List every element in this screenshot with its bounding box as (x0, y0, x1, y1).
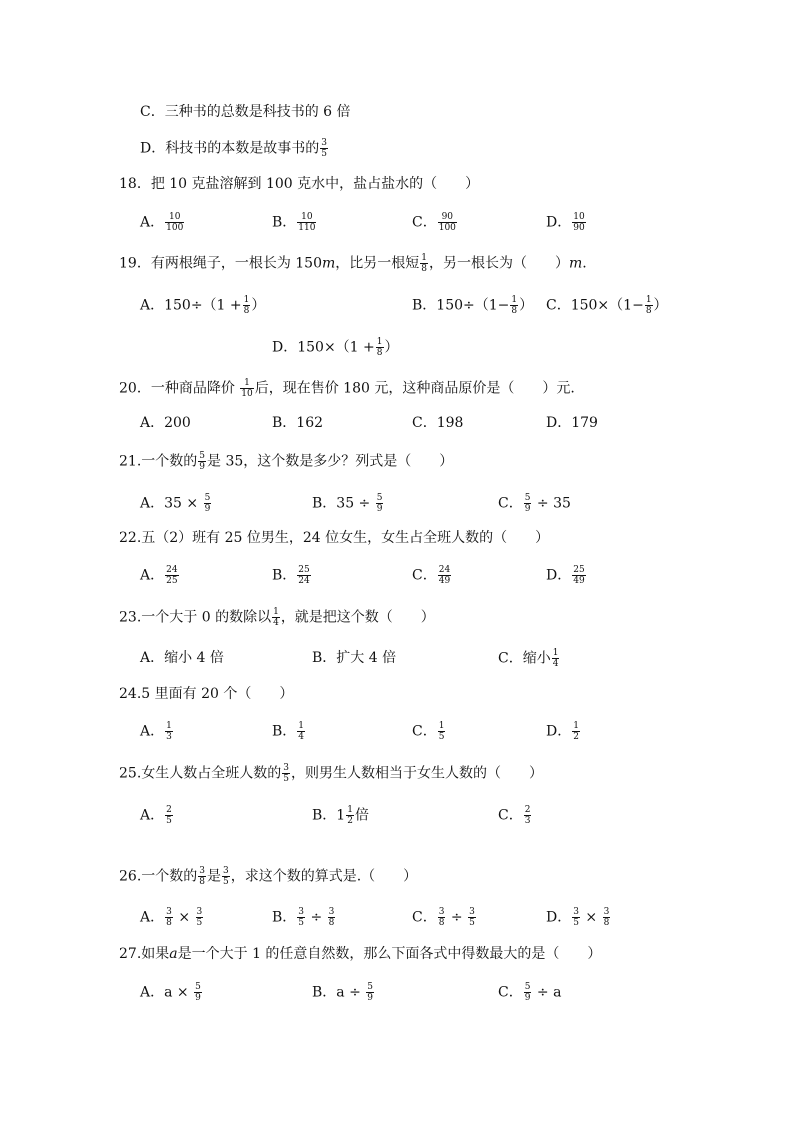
q20-option-d: D．179 (546, 415, 598, 431)
q27-stem: 27.如果a是一个大于 1 的任意自然数，那么下面各式中得数最大的是（ ） (119, 946, 602, 962)
fraction: $\frac{1}{5}$ (438, 721, 445, 742)
fraction: $\frac{5}{9}$ (195, 982, 201, 1003)
fraction: $\frac{1}{8}$ (645, 295, 652, 316)
fraction: $\frac{1}{8}$ (511, 295, 518, 316)
fraction: $\frac{1}{8}$ (376, 337, 383, 358)
fraction: $\frac{10}{110}$ (298, 212, 316, 233)
q18-option-c: C． $\frac{90}{100}$ (412, 212, 456, 233)
fraction: $\frac{3}{8}$ (199, 866, 205, 887)
q22-option-a: A． $\frac{24}{25}$ (140, 565, 178, 586)
q20-stem: 20．一种商品降价 $\frac{1}{10}$ 后，现在售价 180 元，这种商品原价是（ ）元. (119, 378, 575, 399)
q26-option-b: B． $\frac{3}{5}$ ÷ $\frac{3}{8}$ (272, 907, 335, 928)
q25-stem: 25.女生人数占全班人数的 $\frac{3}{5}$ ，则男生人数相当于女生人数的（ ） (119, 763, 543, 784)
q19-option-c: C．150×（1− $\frac{1}{8}$ ） (546, 295, 668, 316)
q20-option-a: A．200 (140, 415, 191, 431)
fraction: $\frac{5}{9}$ (376, 493, 383, 514)
fraction: $\frac{3}{5}$ (321, 138, 327, 159)
fraction: $\frac{3}{5}$ (469, 907, 475, 928)
q19-option-a: A．150÷（1 + $\frac{1}{8}$ ） (140, 295, 266, 316)
fraction: $\frac{1}{4}$ (552, 648, 559, 669)
q18-option-d: D． $\frac{10}{90}$ (546, 212, 585, 233)
fraction: $\frac{5}{9}$ (367, 982, 374, 1003)
fraction: $\frac{3}{8}$ (328, 907, 335, 928)
q25-option-a: A． $\frac{2}{5}$ (140, 805, 172, 826)
q26-stem: 26.一个数的 $\frac{3}{8}$ 是 $\frac{3}{5}$ ，求这个数的算式是.（ ） (119, 866, 418, 887)
q20-option-b: B．162 (272, 415, 324, 431)
fraction: $\frac{1}{4}$ (298, 721, 305, 742)
fraction: $\frac{3}{8}$ (438, 907, 445, 928)
q24-stem: 24.5 里面有 20 个（ ） (119, 686, 294, 702)
q25-option-b: B．1 $\frac{1}{2}$ 倍 (312, 805, 369, 826)
q24-option-d: D． $\frac{1}{2}$ (546, 721, 579, 742)
q23-option-a: A．缩小 4 倍 (140, 650, 224, 666)
q19-stem: 19．有两根绳子，一根长为 150m，比另一根短 $\frac{1}{8}$ ，另一根长为（ ）m. (119, 253, 587, 274)
q23-stem: 23.一个大于 0 的数除以 $\frac{1}{4}$ ，就是把这个数（ ） (119, 607, 435, 628)
fraction: $\frac{10}{90}$ (573, 212, 585, 233)
fraction: $\frac{2}{5}$ (166, 805, 172, 826)
q18-option-b: B． $\frac{10}{110}$ (272, 212, 316, 233)
fraction: $\frac{3}{8}$ (166, 907, 172, 928)
fraction: $\frac{90}{100}$ (438, 212, 456, 233)
fraction: $\frac{5}{9}$ (199, 451, 205, 472)
q24-option-c: C． $\frac{1}{5}$ (412, 721, 445, 742)
fraction: $\frac{1}{2}$ (347, 805, 353, 826)
fraction: $\frac{3}{5}$ (298, 907, 305, 928)
q21-option-c: C． $\frac{5}{9}$ ÷ 35 (498, 493, 571, 514)
fraction: $\frac{3}{8}$ (603, 907, 610, 928)
fraction: $\frac{3}{5}$ (283, 763, 289, 784)
q26-option-c: C． $\frac{3}{8}$ ÷ $\frac{3}{5}$ (412, 907, 475, 928)
fraction: $\frac{1}{10}$ (241, 378, 253, 399)
q25-option-c: C． $\frac{2}{3}$ (498, 805, 531, 826)
q22-option-b: B． $\frac{25}{24}$ (272, 565, 310, 586)
q22-stem: 22.五（2）班有 25 位男生，24 位女生，女生占全班人数的（ ） (119, 530, 550, 546)
fraction: $\frac{25}{24}$ (298, 565, 310, 586)
q19-option-d: D．150×（1 + $\frac{1}{8}$ ） (272, 337, 399, 358)
q20-option-c: C．198 (412, 415, 464, 431)
q21-option-a: A．35 × $\frac{5}{9}$ (140, 493, 211, 514)
fraction: $\frac{3}{5}$ (223, 866, 229, 887)
fraction: $\frac{10}{100}$ (166, 212, 184, 233)
fraction: $\frac{1}{4}$ (273, 607, 279, 628)
fraction: $\frac{24}{25}$ (166, 565, 178, 586)
q26-option-d: D． $\frac{3}{5}$ × $\frac{3}{8}$ (546, 907, 610, 928)
fraction: $\frac{1}{3}$ (166, 721, 172, 742)
q21-stem: 21.一个数的 $\frac{5}{9}$ 是 35，这个数是多少？列式是（ ） (119, 451, 454, 472)
fraction: $\frac{3}{5}$ (573, 907, 579, 928)
q19-option-b: B．150÷（1− $\frac{1}{8}$ ） (412, 295, 534, 316)
q23-option-c: C．缩小 $\frac{1}{4}$ (498, 648, 559, 669)
fraction: $\frac{5}{9}$ (524, 982, 531, 1003)
q17-option-d: D．科技书的本数是故事书的 $\frac{3}{5}$ (140, 138, 327, 159)
q22-option-c: C． $\frac{24}{49}$ (412, 565, 451, 586)
q27-option-b: B．a ÷ $\frac{5}{9}$ (312, 982, 374, 1003)
fraction: $\frac{1}{8}$ (243, 295, 250, 316)
q26-option-a: A． $\frac{3}{8}$ × $\frac{3}{5}$ (140, 907, 203, 928)
fraction: $\frac{24}{49}$ (438, 565, 451, 586)
q18-option-a: A． $\frac{10}{100}$ (140, 212, 184, 233)
fraction: $\frac{1}{8}$ (421, 253, 428, 274)
q24-option-b: B． $\frac{1}{4}$ (272, 721, 305, 742)
q27-option-a: A．a × $\frac{5}{9}$ (140, 982, 201, 1003)
q18-stem: 18．把 10 克盐溶解到 100 克水中，盐占盐水的（ ） (119, 176, 480, 192)
fraction: $\frac{5}{9}$ (204, 493, 211, 514)
q23-option-b: B．扩大 4 倍 (312, 650, 397, 666)
q17-option-c: C．三种书的总数是科技书的 6 倍 (140, 104, 351, 120)
fraction: $\frac{3}{5}$ (196, 907, 203, 928)
q27-option-c: C． $\frac{5}{9}$ ÷ a (498, 982, 562, 1003)
fraction: $\frac{5}{9}$ (524, 493, 531, 514)
fraction: $\frac{25}{49}$ (573, 565, 585, 586)
q21-option-b: B．35 ÷ $\frac{5}{9}$ (312, 493, 383, 514)
q22-option-d: D． $\frac{25}{49}$ (546, 565, 585, 586)
fraction: $\frac{2}{3}$ (524, 805, 531, 826)
fraction: $\frac{1}{2}$ (573, 721, 579, 742)
q24-option-a: A． $\frac{1}{3}$ (140, 721, 172, 742)
